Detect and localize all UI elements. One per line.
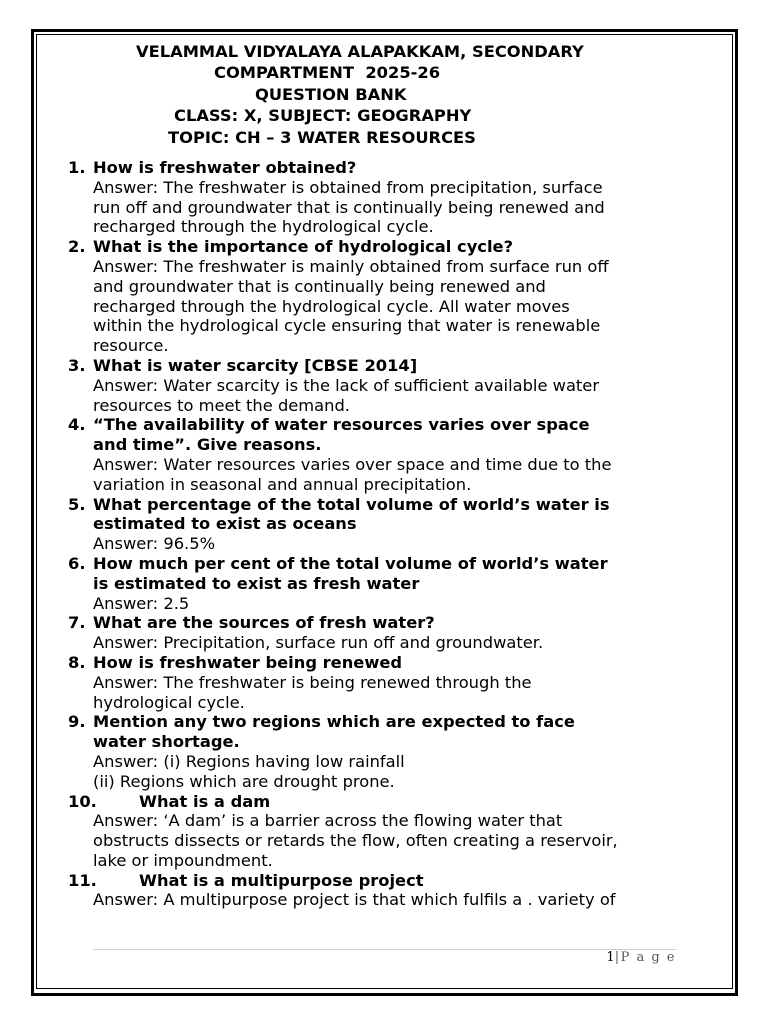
answer-line: Answer: (i) Regions having low rainfall <box>93 751 405 771</box>
answer-line: Answer: The freshwater is obtained from precipitation, surface <box>93 177 603 197</box>
question-item <box>68 613 688 653</box>
question-number: 6. <box>68 553 86 573</box>
class-subject-line: CLASS: X, SUBJECT: GEOGRAPHY <box>174 106 472 126</box>
answer-line: Answer: Precipitation, surface run off and groundwater. <box>93 633 544 653</box>
question-text: What is a multipurpose project <box>139 870 424 890</box>
question-text: How is freshwater being renewed <box>93 652 403 672</box>
answer-line: run off and groundwater that is continually being renewed and <box>93 197 605 217</box>
answer-line: within the hydrological cycle ensuring that water is renewable <box>93 316 601 336</box>
page-label: P a g e <box>620 950 676 965</box>
answer-line: Answer: 96.5% <box>93 534 216 554</box>
answer-line: Answer: Water scarcity is the lack of sufficient available water <box>93 375 600 395</box>
question-text-continued: and time”. Give reasons. <box>93 435 322 455</box>
question-number: 9. <box>68 712 86 732</box>
answer-line: resources to meet the demand. <box>93 395 350 415</box>
document-header <box>36 41 733 148</box>
question-text: How is freshwater obtained? <box>93 158 357 177</box>
answer-line: Answer: The freshwater is being renewed through the <box>93 672 532 692</box>
answer-line: Answer: The freshwater is mainly obtained from surface run off <box>93 256 609 276</box>
question-item <box>68 495 688 554</box>
question-number: 4. <box>68 415 86 435</box>
answer-line: lake or impoundment. <box>93 850 273 870</box>
question-item <box>68 653 688 712</box>
school-name: VELAMMAL VIDYALAYA ALAPAKKAM, SECONDARY <box>136 42 584 61</box>
answer-line: and groundwater that is continually being renewed and <box>93 276 546 296</box>
question-list <box>68 158 688 910</box>
answer-line: recharged through the hydrological cycle. All water moves <box>93 296 570 316</box>
answer-line: recharged through the hydrological cycle. <box>93 217 434 237</box>
answer-line: Answer: ‘A dam’ is a barrier across the flowing water that <box>93 811 563 831</box>
question-number: 2. <box>68 237 86 257</box>
question-item <box>68 871 688 911</box>
answer-line: Answer: Water resources varies over space and time due to the <box>93 454 612 474</box>
answer-line: (ii) Regions which are drought prone. <box>93 771 395 791</box>
compartment-line: COMPARTMENT 2025-26 <box>214 63 441 83</box>
question-item <box>68 712 688 791</box>
answer-line: variation in seasonal and annual precipitation. <box>93 474 472 494</box>
question-text-continued: is estimated to exist as fresh water <box>93 573 420 593</box>
question-text: What is a dam <box>139 791 271 811</box>
question-text: Mention any two regions which are expected to face <box>93 712 575 732</box>
footer-divider <box>93 949 676 950</box>
question-item <box>68 356 688 415</box>
question-number: 3. <box>68 355 86 375</box>
question-number: 8. <box>68 652 86 672</box>
question-number: 10. <box>68 791 97 811</box>
question-number: 5. <box>68 494 86 514</box>
answer-line: Answer: 2.5 <box>93 593 190 613</box>
page-footer <box>606 950 676 965</box>
question-text-continued: water shortage. <box>93 732 240 752</box>
question-item <box>68 415 688 494</box>
question-item <box>68 792 688 871</box>
answer-line: obstructs dissects or retards the flow, often creating a reservoir, <box>93 831 618 851</box>
page-separator: | <box>614 950 621 965</box>
question-number: 1. <box>68 158 86 177</box>
question-number: 11. <box>68 870 97 890</box>
question-text: What is water scarcity [CBSE 2014] <box>93 355 418 375</box>
question-item <box>68 554 688 613</box>
question-item <box>68 158 688 237</box>
answer-line: resource. <box>93 336 169 356</box>
answer-line: Answer: A multipurpose project is that which fulfils a . variety of <box>93 890 616 910</box>
question-text: What are the sources of fresh water? <box>93 613 435 633</box>
question-text: What is the importance of hydrological cycle? <box>93 237 514 257</box>
question-text: How much per cent of the total volume of world’s water <box>93 553 608 573</box>
question-item <box>68 237 688 356</box>
question-text-continued: estimated to exist as oceans <box>93 514 357 534</box>
page-number: 1 <box>606 950 615 965</box>
answer-line: hydrological cycle. <box>93 692 245 712</box>
topic-line: TOPIC: CH – 3 WATER RESOURCES <box>168 127 476 147</box>
question-number: 7. <box>68 613 86 633</box>
question-text: “The availability of water resources varies over space <box>93 415 590 435</box>
question-text: What percentage of the total volume of world’s water is <box>93 494 610 514</box>
question-bank-title: QUESTION BANK <box>255 84 407 104</box>
